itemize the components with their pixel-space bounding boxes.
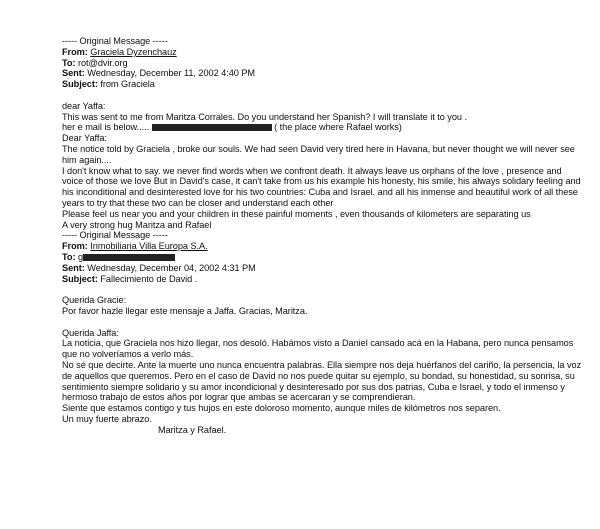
redacted-email (152, 124, 272, 131)
spacer (62, 90, 582, 101)
from-label: From: (62, 241, 88, 252)
paragraph-1: The notice told by Graciela , broke our souls. We had seen David very tired here in Havana, but never thought we will never see him again.... (62, 143, 575, 165)
greeting-es-2: Querida Jaffa: (62, 327, 119, 338)
to-label: To: (62, 251, 76, 262)
sent-label: Sent: (62, 68, 85, 79)
sent-line-1 (62, 68, 582, 79)
greeting-es-1: Querida Gracie: (62, 295, 127, 306)
closing-es: Un muy fuerte abrazo. (62, 413, 152, 424)
from-line-1 (62, 47, 582, 58)
sent-line-2 (62, 263, 582, 274)
subject-value: Fallecimiento de David . (100, 273, 198, 284)
greeting-2: Dear Yaffa: (62, 133, 107, 144)
from-line-2 (62, 241, 582, 252)
spacer (62, 317, 582, 328)
request-line: Por favor hazle llegar este mensaje a Jaffa. Gracias, Maritza. (62, 305, 308, 316)
to-line-1 (62, 58, 582, 69)
to-value[interactable]: g (77, 251, 84, 262)
separator-1: ----- Original Message ----- (62, 36, 168, 46)
to-label: To: (62, 57, 76, 68)
greeting: dear Yaffa: (62, 100, 106, 111)
sent-label: Sent: (62, 262, 85, 273)
separator-2: ----- Original Message ----- (62, 230, 168, 241)
closing: A very strong hug Maritza and Rafael (62, 219, 212, 230)
paragraph-3: Please feel us near you and your children in these painful moments , even thousands of kilometers are separating us (62, 208, 531, 219)
paragraph-es-1: La noticia, que Graciela nos hizo llegar, nos desoló. Habámos visto a Daniel cansado acá en la Habana, pero nunca pensamos que no volveríamos a verlo más. (62, 338, 574, 360)
to-value[interactable]: rot@dvir.org (77, 57, 128, 68)
signature: Maritza y Rafael. (158, 424, 227, 435)
spacer (62, 284, 582, 295)
subject-label: Subject: (62, 273, 98, 284)
subject-label: Subject: (62, 79, 98, 90)
sent-value: Wednesday, December 11, 2002 4:40 PM (87, 68, 256, 79)
paragraph-es-3: Siente que estamos contigo y tus hujos en este doloroso momento, aunque miles de kilómetros nos separen. (62, 403, 501, 414)
email-document (62, 36, 582, 435)
from-label: From: (62, 46, 88, 57)
to-line-2 (62, 252, 582, 263)
email-intro: her e mail is below..... (62, 122, 150, 133)
redacted-address (83, 254, 175, 261)
body-line: This was sent to me from Maritza Corrales. Do you understand her Spanish? I will translate it to you . (62, 111, 467, 122)
sent-value: Wednesday, December 04, 2002 4:31 PM (87, 262, 256, 273)
email-address-line (62, 122, 582, 133)
paragraph-es-2: No sé que decirte. Ante la muerte uno nunca encuentra palabras. Ella siempre nos deja huérfanos del cariño, la persencia, la voz de aquellos que queremos. Pero en el caso de David no nos puede quitar su ejemplo, su bondad, su honestidad, su sonrisa, su sentimiento siempre solidario y su amor incondicional y desinteresado por sus dos patrias, Cuba e Israel, y todo el inmenso y hermoso trabajo de estos años por lograr que ambas se acercaran y se comprendieran. (62, 359, 582, 403)
paragraph-2: I don't know what to say. we never find words when we confront death. It always leave us orphans of the love , presence and voice of those we love But in David's case, it can't take from us his example his honesty, his smile, his always solidary feeling and his inconditional and desinterested love for his two countries: Cuba and Israel. and all his inmense and beautiful work of all these years to try that these two can be closer and understand each other (62, 165, 581, 208)
from-value[interactable]: Graciela Dyzenchauz (90, 46, 177, 57)
subject-line-1 (62, 79, 582, 90)
subject-line-2 (62, 274, 582, 285)
subject-value: from Graciela (100, 79, 155, 90)
from-value[interactable]: Inmobiliaria Villa Europa S.A. (90, 241, 208, 252)
email-note: ( the place where Rafael works) (274, 122, 402, 133)
